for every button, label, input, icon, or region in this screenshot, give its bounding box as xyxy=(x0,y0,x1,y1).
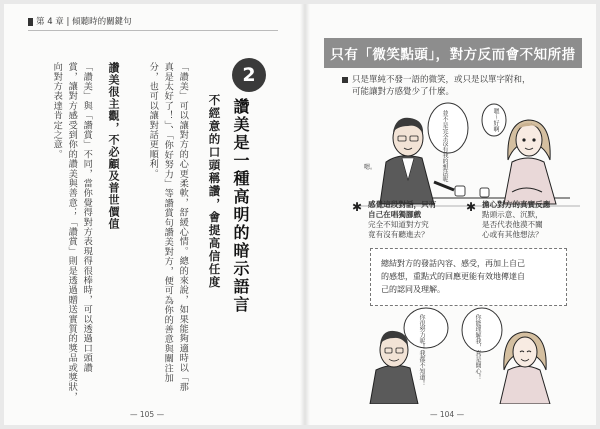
body-line: 向對方表達肯定之意。 xyxy=(51,62,63,159)
star-icon: ✱ xyxy=(466,200,477,214)
body-line: 分，也可以讓對話更順利。 xyxy=(147,62,159,179)
bullet-square-icon xyxy=(342,77,348,83)
body-line: 「讚美」與「讚賞」不同，當你覺得對方表現得很棒時，可以透過口頭讚 xyxy=(81,62,93,373)
man-small-bubble-text: 嗯。 xyxy=(364,164,377,171)
chapter-header: 第 4 章 | 傾聽時的關鍵句 xyxy=(36,17,132,27)
summary-text: 總結對方的發話內容、感受，再加上自己 的感想，重點式的回應更能有效地傳達自 己的認同及理解。 xyxy=(381,259,525,294)
note-right: 擔心對方的真實反應 點頭示意、沉默， 是否代表他漠不關 心或有其他想法？ xyxy=(482,200,551,239)
woman-figure-icon xyxy=(500,332,550,404)
star-icon: ✱ xyxy=(352,200,363,214)
header-rule xyxy=(28,30,278,31)
page-number-right: — 104 — xyxy=(430,410,465,419)
man-bottom-bubble-text: 你很努力呢！我都不知道！ xyxy=(418,314,425,386)
book-spread xyxy=(4,4,596,425)
woman-bubble-text: 嗯～好啊 xyxy=(492,108,499,132)
section-subtitle: 不經意的口頭稱讚，會提高信任度 xyxy=(207,94,222,289)
subheading: 讚美很主觀，不必顧及普世價值 xyxy=(107,62,120,230)
chapter-marker xyxy=(28,18,33,26)
section-title: 讚美是一種高明的暗示語言 xyxy=(231,98,250,314)
woman-figure-icon xyxy=(504,120,556,204)
woman-speech-bubble xyxy=(462,308,502,380)
page-number-left: — 105 — xyxy=(130,410,165,419)
body-line: 賞，讓對方感受到你的讚美與善意；「讚賞」則是透過贈送實質的獎品或獎狀， xyxy=(66,62,78,402)
body-line: 「讚美」可以讓對方的心更柔軟，舒緩心情。總的來說，如果能夠適時以「那 xyxy=(177,62,189,392)
man-bubble-text: 並不是完全沒有我的想法呢 xyxy=(441,110,448,182)
section-banner: 只有「微笑點頭」，對方反而會不知所措 xyxy=(324,38,582,68)
summary-box xyxy=(370,248,567,306)
section-number-badge: 2 xyxy=(232,58,266,92)
body-line: 真是太好了！」、「你好努力」等讚賞句讚美對方，便可為你的善意與關注加 xyxy=(162,62,174,383)
top-illustration xyxy=(330,100,582,208)
bottom-illustration xyxy=(360,306,560,404)
bullet-text: 只是單純不發一語的微笑，或只是以單字附和， 可能讓對方感覺少了什麼。 xyxy=(352,75,531,97)
woman-bottom-bubble-text: 你能理解我，真是開心！ xyxy=(474,314,481,380)
man-speech-bubble xyxy=(428,103,468,153)
page-gutter xyxy=(300,4,310,425)
note-left: 感覺這段對話，只有 自己在唱獨腳戲 完全不知道對方究 竟有沒有聽進去？ xyxy=(368,200,437,239)
